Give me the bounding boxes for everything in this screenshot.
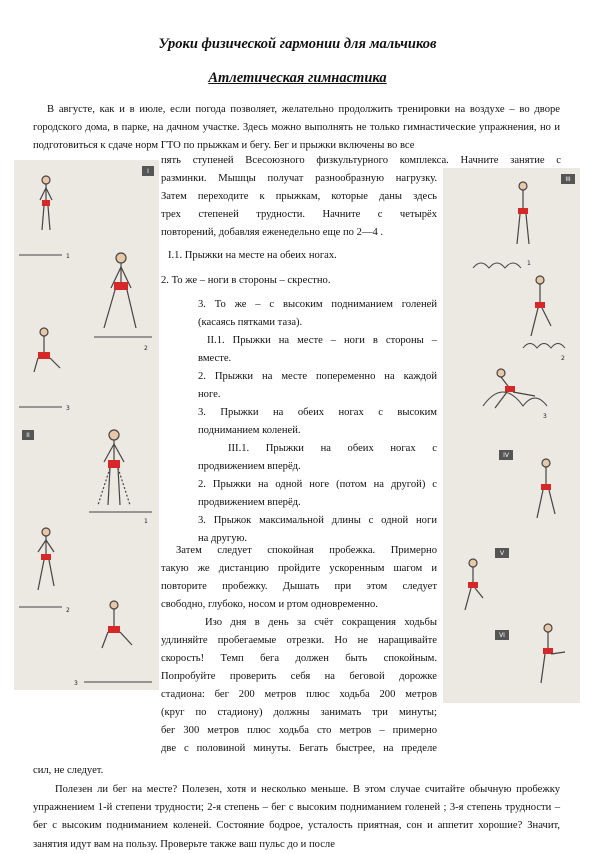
figure-number: 1 <box>527 260 531 267</box>
jump-figure-7 <box>517 182 529 244</box>
exercise-item: 2. Прыжки на одной ноге (потом на другой) с <box>198 479 437 490</box>
exercise-item: 3. То же – с высоким подниманием голеней <box>198 299 437 310</box>
run-line: Затем следует спокойная пробежка. Примерно <box>176 545 437 556</box>
exercise-item: (касаясь пятками таза). <box>198 317 303 328</box>
run-line: стадиона: бег 200 метров плюс ходьба 200 метров <box>161 689 437 700</box>
jump-figure-8 <box>531 276 551 336</box>
jump-figure-9 <box>495 369 535 408</box>
figure-number: 2 <box>66 607 70 614</box>
figure-number: 3 <box>66 405 70 412</box>
jump-figure-4 <box>98 430 130 505</box>
figure-number: 1 <box>144 518 148 525</box>
run-line: повторите пробежку. Дышать при этом следует <box>161 581 437 592</box>
exercise-item: I.1. Прыжки на месте на обеих ногах. <box>168 250 337 261</box>
exercise-item: продвижением вперёд. <box>198 497 301 508</box>
body-line: Затем переходите к прыжкам, которые даны здесь <box>161 191 437 202</box>
run-line: такую же дистанцию пройдите ускоренным шагом и <box>161 563 437 574</box>
exercise-item: подниманием коленей. <box>198 425 301 436</box>
jump-arc <box>483 392 547 406</box>
roman-label-iv: IV <box>503 452 509 459</box>
figure-number: 3 <box>543 413 547 420</box>
exercise-item: III.1. Прыжки на обеих ногах с <box>228 443 437 454</box>
figure-number: 3 <box>74 680 78 687</box>
jump-arc <box>473 263 521 268</box>
body-line: трех степеней трудности. Начните с четырёх <box>161 209 437 220</box>
roman-label-vi: VI <box>499 632 505 639</box>
run-line-tail: сил, не следует. <box>33 765 104 776</box>
exercise-item: 3. Прыжок максимальной длины с одной ноги <box>198 515 437 526</box>
intro-paragraph: В августе, как и в июле, если погода позволяет, желательно продолжить тренировки на воздухе – во дворе городского дома, в парке, на дачном участке. Здесь можно выполнять не только гимнастические упражнения, но и подготовиться к сдаче норм ГТО по прыжкам и бегу. Бег и прыжки включены во все <box>33 104 560 152</box>
roman-label-iii: III <box>565 176 571 183</box>
run-figure-2 <box>465 559 483 610</box>
run-line: удлиняйте пробегаемые отрезки. Но не наращивайте <box>161 635 437 646</box>
run-line: свободно, глубоко, носом и ртом одновременно. <box>161 599 378 610</box>
exercise-item: 2. Прыжки на месте попеременно на каждой <box>198 371 437 382</box>
jump-figure-1 <box>40 176 52 230</box>
roman-label-v: V <box>499 550 505 557</box>
exercise-item: 2. То же – ноги в стороны – скрестно. <box>161 275 331 286</box>
run-line: Изо дня в день за счёт сокращения ходьбы <box>205 617 437 628</box>
left-illustration <box>14 160 159 690</box>
closing-paragraph: Полезен ли бег на месте? Полезен, хотя и несколько меньше. В этом случае считайте обычную пробежку упражнением 1-й степени трудности; 2-я степень – бег с высоким подниманием голеней ; 3-я степень трудности – бег с высоким подниманием коленей. Состояние бодрое, усталость приятная, сон и аппетит хорошие? Значит, занятия идут вам на пользу. Проверьте также ваш пульс до и после <box>33 784 560 850</box>
body-line: разминки. Мышцы получат разнообразную нагрузку. <box>161 173 437 184</box>
body-line: повторений, добавляя еженедельно еще по 2—4 . <box>161 227 384 238</box>
run-line: две с половиной минуты. Бегать быстрее, на пределе <box>161 743 437 754</box>
jump-arc <box>523 344 565 349</box>
jump-figure-5 <box>38 528 54 590</box>
jump-figure-3 <box>34 328 60 372</box>
exercise-item: II.1. Прыжки на месте – ноги в стороны – <box>207 335 437 346</box>
exercise-item: вместе. <box>198 353 232 364</box>
figure-number: 2 <box>144 345 148 352</box>
exercise-item: ноге. <box>198 389 221 400</box>
exercise-item: продвижением вперёд. <box>198 461 301 472</box>
run-line: (круг по стадиону) должны занимать три минуты; <box>161 707 437 718</box>
run-line: Попробуйте проверить себя на беговой дорожке <box>161 671 437 682</box>
roman-label-ii: II <box>26 432 30 439</box>
run-figure-3 <box>541 624 565 683</box>
page-title: Уроки физической гармонии для мальчиков <box>158 36 437 52</box>
jump-figure-6 <box>102 601 132 648</box>
roman-label-i: I <box>147 168 149 175</box>
exercise-item: 3. Прыжки на обеих ногах с высоким <box>198 407 437 418</box>
run-line: скорость! Темп бега должен быть спокойным. <box>161 653 437 664</box>
body-line: пять ступеней Всесоюзного физкультурного комплекса. Начните занятие с <box>161 155 561 166</box>
jump-figure-2 <box>104 253 136 328</box>
figure-number: 1 <box>66 253 70 260</box>
right-illustration <box>443 168 580 703</box>
page-subtitle: Атлетическая гимнастика <box>208 70 387 86</box>
run-figure-1 <box>537 459 555 518</box>
run-line: бег 300 метров плюс ходьба сто метров – примерно <box>161 725 437 736</box>
exercise-item: на другую. <box>198 533 248 544</box>
figure-number: 2 <box>561 355 565 362</box>
